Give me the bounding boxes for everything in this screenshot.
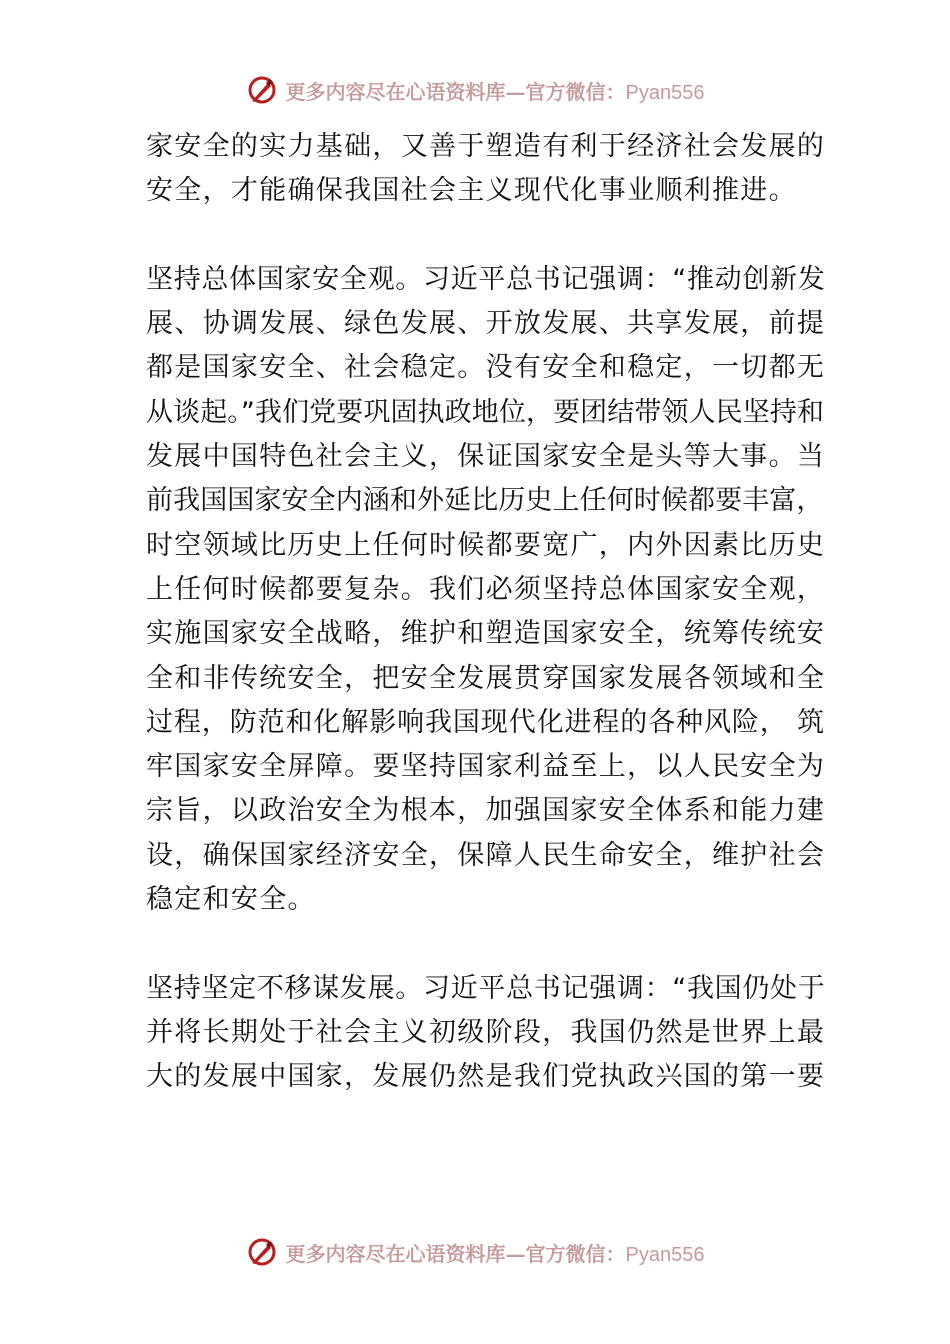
text-line: 发展中国特色社会主义，保证国家安全是头等大事。当	[146, 441, 826, 473]
watermark-text: 更多内容尽在心语资料库—官方微信：Pyan556	[285, 79, 705, 104]
text-line: 过程，防范和化解影响我国现代化进程的各种风险， 筑	[146, 706, 826, 738]
text-line: 展、协调发展、绿色发展、开放发展、共享发展，前提	[146, 308, 826, 340]
text-line: 并将长期处于社会主义初级阶段，我国仍然是世界上最	[146, 1016, 826, 1048]
text-line: 都是国家安全、社会稳定。没有安全和稳定，一切都无	[146, 352, 826, 384]
text-line: 设，确保国家经济安全，保障人民生命安全，维护社会	[146, 839, 826, 871]
text-line: 前我国国家安全内涵和外延比历史上任何时候都要丰富，	[146, 485, 824, 517]
text-line: 家安全的实力基础，又善于塑造有利于经济社会发展的	[146, 131, 826, 162]
text-line: 宗旨，以政治安全为根本，加强国家安全体系和能力建	[146, 795, 826, 827]
text-line: 坚持总体国家安全观。习近平总书记强调：“推动创新发	[146, 263, 826, 295]
text-line: 稳定和安全。	[146, 884, 316, 916]
text-line: 上任何时候都要复杂。我们必须坚持总体国家安全观，	[146, 573, 826, 605]
header-watermark-banner	[0, 70, 950, 110]
footer-watermark-banner	[0, 1232, 950, 1272]
text-line: 坚持坚定不移谋发展。习近平总书记强调：“我国仍处于	[146, 972, 826, 1004]
text-line: 全和非传统安全，把安全发展贯穿国家发展各领域和全	[146, 662, 826, 694]
text-line: 安全，才能确保我国社会主义现代化事业顺利推进。	[146, 175, 797, 207]
paragraph	[146, 258, 826, 922]
pen-circle-logo-icon	[246, 1236, 278, 1268]
paragraph	[146, 125, 826, 214]
text-line: 从谈起。”我们党要巩固执政地位，要团结带领人民坚持和	[146, 396, 825, 428]
text-line: 大的发展中国家，发展仍然是我们党执政兴国的第一要	[146, 1061, 826, 1093]
paragraph	[146, 967, 826, 1100]
document-body	[146, 125, 826, 1100]
watermark-text: 更多内容尽在心语资料库—官方微信：Pyan556	[285, 1241, 705, 1266]
text-line: 时空领域比历史上任何时候都要宽广，内外因素比历史	[146, 529, 826, 561]
pen-circle-logo-icon	[246, 74, 278, 106]
text-line: 实施国家安全战略，维护和塑造国家安全，统筹传统安	[146, 618, 826, 650]
text-line: 牢国家安全屏障。要坚持国家利益至上，以人民安全为	[146, 751, 826, 783]
